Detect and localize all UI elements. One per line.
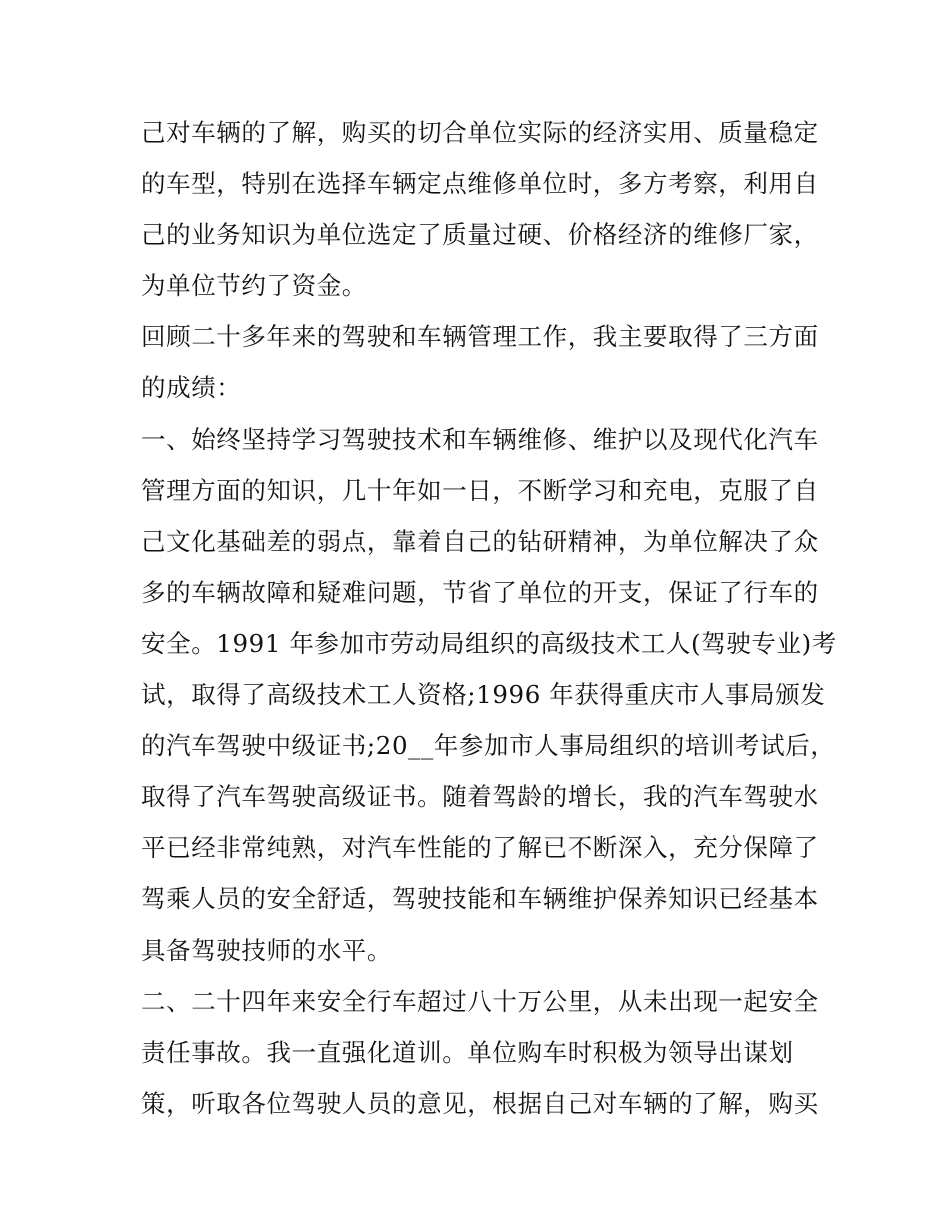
text-line: 一、始终坚持学习驾驶技术和车辆维修、维护以及现代化汽车 [141, 424, 819, 454]
text-line: 平已经非常纯熟，对汽车性能的了解已不断深入，充分保障了 [141, 833, 819, 863]
text-line: 安全。1991 年参加市劳动局组织的高级技术工人(驾驶专业)考 [141, 628, 837, 658]
text-line: 二、二十四年来安全行车超过八十万公里，从未出现一起安全 [141, 986, 819, 1016]
text-line: 己的业务知识为单位选定了质量过硬、价格经济的维修厂家， [141, 220, 819, 250]
text-line: 己文化基础差的弱点，靠着自己的钻研精神，为单位解决了众 [141, 526, 819, 556]
document-body [141, 107, 837, 1129]
text-line: 的车型，特别在选择车辆定点维修单位时，多方考察，利用自 [141, 169, 819, 199]
text-line: 试，取得了高级技术工人资格;1996 年获得重庆市人事局颁发 [141, 680, 826, 710]
text-line: 管理方面的知识，几十年如一日，不断学习和充电，克服了自 [141, 475, 819, 505]
text-line: 驾乘人员的安全舒适，驾驶技能和车辆维护保养知识已经基本 [141, 884, 819, 914]
text-line: 策，听取各位驾驶人员的意见，根据自己对车辆的了解，购买 [141, 1088, 819, 1118]
text-line: 取得了汽车驾驶高级证书。随着驾龄的增长，我的汽车驾驶水 [141, 782, 819, 812]
text-line: 责任事故。我一直强化道训。单位购车时积极为领导出谋划 [141, 1037, 794, 1067]
text-line: 回顾二十多年来的驾驶和车辆管理工作，我主要取得了三方面 [141, 322, 819, 352]
text-line: 的汽车驾驶中级证书;20__年参加市人事局组织的培训考试后， [141, 731, 836, 761]
text-line: 为单位节约了资金。 [141, 271, 367, 301]
text-line: 己对车辆的了解，购买的切合单位实际的经济实用、质量稳定 [141, 118, 819, 147]
text-line: 具备驾驶技师的水平。 [141, 935, 392, 965]
text-line: 多的车辆故障和疑难问题，节省了单位的开支，保证了行车的 [141, 577, 819, 607]
text-line: 的成绩： [141, 373, 242, 403]
